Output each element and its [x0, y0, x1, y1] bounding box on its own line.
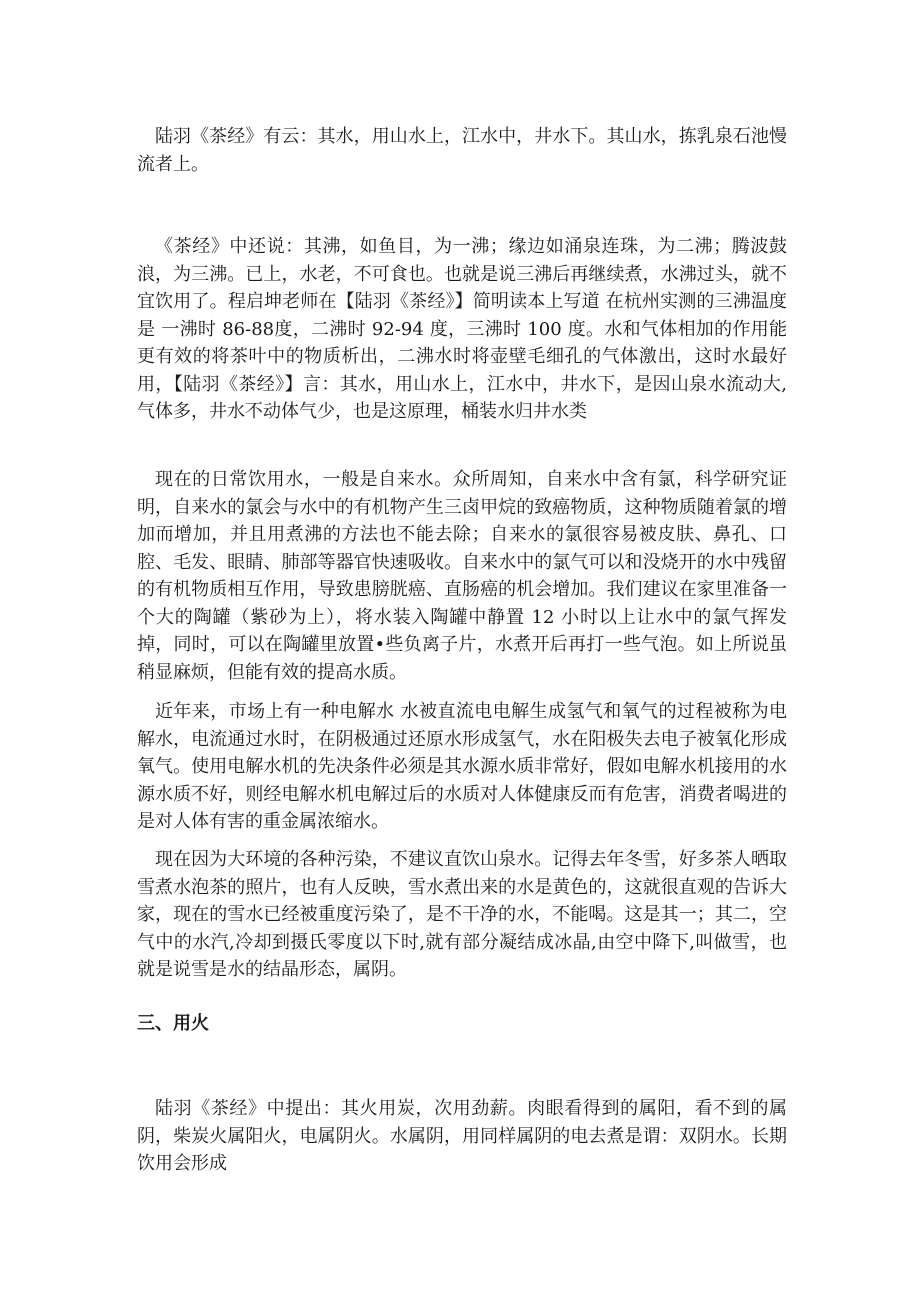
paragraph-electrolyzed-water: 近年来，市场上有一种电解水 水被直流电电解生成氢气和氧气的过程被称为电解水，电流通过水时，在阴极通过还原水形成氢气，水在阳极失去电子被氧化形成氧气。使用电解水机的先决条件必须是其水源水质非常好，假如电解水机接用的水源水质不好，则经电解水机电解过后的水质对人体健康反而有危害，消费者喝进的是对人体有害的重金属浓缩水。 [137, 701, 787, 832]
paragraph-boiling-stages: 《茶经》中还说：其沸，如鱼目，为一沸；缘边如涌泉连珠，为二沸；腾波鼓浪，为三沸。已上，水老，不可食也。也就是说三沸后再继续煮，水沸过头，就不宜饮用了。程启坤老师在【陆羽《茶经》】简明读本上写道 在杭州实测的三沸温度是 一沸时 86-88度，二沸时 92-94 度，三沸时 100 度。水和气体相加的作用能更有效的将茶叶中的物质析出，二沸水时将壶壁毛细孔的气体激出，这时水最好用，【陆羽《茶经》】言：其水，用山水上，江水中，井水下，是因山泉水流动大,气体多，井水不动体气少，也是这原理，桶装水归井水类 [137, 236, 787, 422]
section-heading-fire: 三、用火 [137, 1013, 209, 1034]
paragraph-snow-water: 现在因为大环境的各种污染，不建议直饮山泉水。记得去年冬雪，好多茶人晒取雪煮水泡茶的照片，也有人反映，雪水煮出来的水是黄色的，这就很直观的告诉大家，现在的雪水已经被重度污染了，是不干净的水，不能喝。这是其一；其二，空气中的水汽,冷却到摄氏零度以下时,就有部分凝结成冰晶,由空中降下,叫做雪，也就是说雪是水的结晶形态，属阴。 [137, 849, 787, 980]
paragraph-fire: 陆羽《茶经》中提出：其火用炭，次用劲薪。肉眼看得到的属阳，看不到的属阴，柴炭火属阳火，电属阴火。水属阴，用同样属阴的电去煮是谓：双阴水。长期饮用会形成 [137, 1098, 787, 1174]
paragraph-water-source: 陆羽《茶经》有云：其水，用山水上，江水中，井水下。其山水，拣乳泉石池慢流者上。 [137, 126, 787, 175]
paragraph-tap-water: 现在的日常饮用水，一般是自来水。众所周知，自来水中含有氯，科学研究证明，自来水的氯会与水中的有机物产生三卤甲烷的致癌物质，这种物质随着氯的增加而增加，并且用煮沸的方法也不能去除；自来水的氯很容易被皮肤、鼻孔、口腔、毛发、眼睛、肺部等器官快速吸收。自来水中的氯气可以和没烧开的水中残留的有机物质相互作用，导致患膀胱癌、直肠癌的机会增加。我们建议在家里准备一个大的陶罐（紫砂为上），将水装入陶罐中静置 12 小时以上让水中的氯气挥发掉，同时，可以在陶罐里放置•些负离子片，水煮开后再打一些气泡。如上所说虽稍显麻烦，但能有效的提高水质。 [137, 469, 787, 683]
